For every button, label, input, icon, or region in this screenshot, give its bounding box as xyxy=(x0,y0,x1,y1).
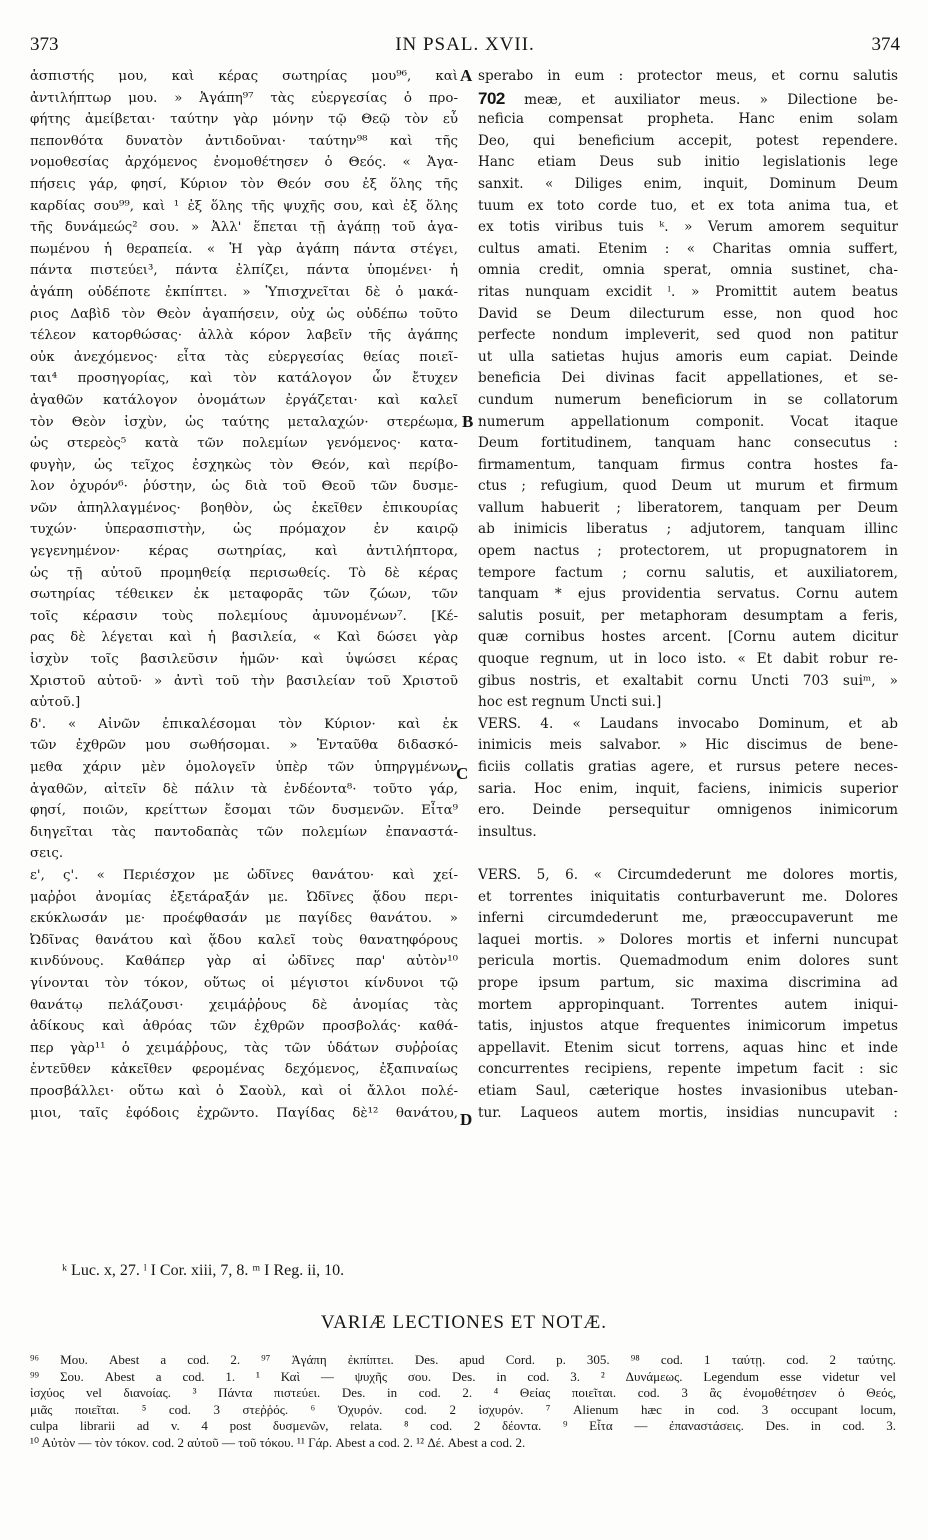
greek-text-line: ρας δὲ λέγεται καὶ ἡ βασιλεία, « Καὶ δώσει γὰρ xyxy=(30,630,458,646)
greek-text-line: προσβάλλει· οὕτω καὶ ὁ Σαοὺλ, καὶ οἱ ἄλλοι πολέ- xyxy=(30,1083,458,1099)
latin-text-line: ero. Deinde persequitur omnigenos inimicorum xyxy=(478,802,898,819)
variant-note-line: ¹⁰ Αὐτὸν — τὸν τόκον. cod. 2 αὐτοῦ — τοῦ τόκου. ¹¹ Γάρ. Abest a cod. 2. ¹² Δέ. Abest a cod. 2. xyxy=(30,1434,526,1450)
margin-letter-d: D xyxy=(460,1110,473,1129)
greek-text-line: οὐκ ἀνεχόμενος· εἶτα τὰς εὐεργεσίας θείας ποιεῖ- xyxy=(30,349,458,365)
latin-text-line: salutis posuit, per metaphoram desumptam a feris, xyxy=(478,607,898,624)
latin-text-line: beneficia Dei divinas facit appellationes, et se- xyxy=(478,370,898,387)
variant-note-line: ἰσχύος vel διανοίας. ³ Πάντα πιστεύει. Des. in cod. 2. ⁴ Θείας ποιεῖται. cod. 3 ἃς ἐνομοθέτησεν ὁ Θεός, xyxy=(30,1385,896,1400)
greek-text-line: διηγεῖται τὰς παντοδαπὰς τῶν πολεμίων ἐπαναστά- xyxy=(30,824,458,840)
latin-text-line: David se Deum dilecturum esse, non quod hoc xyxy=(478,305,898,322)
greek-text-line: τὸν Θεὸν ἰσχὺν, ὡς ταύτης μεταλαχών· στερέωμα, xyxy=(30,414,458,430)
greek-text-line: τῶν ἐχθρῶν μου σωθήσομαι. » Ἐνταῦθα διδασκό- xyxy=(30,738,458,754)
greek-text-line: λον ὀχυρόν⁶· ῥύστην, ὡς διὰ τοῦ Θεοῦ τῶν δυσμε- xyxy=(30,479,458,495)
latin-text-line: 702 meæ, et auxiliator meus. » Dilectione be- xyxy=(478,88,898,108)
greek-text-line: Χριστοῦ αὐτοῦ· » ἀντὶ τοῦ τὴν βασιλείαν τοῦ Χριστοῦ xyxy=(30,673,458,689)
greek-text-line: ἀσπιστής μου, καὶ κέρας σωτηρίας μου⁹⁶, καὶ xyxy=(30,69,458,84)
latin-text-line: sperabo in eum : protector meus, et cornu salutis xyxy=(478,68,898,84)
greek-text-line: εκύκλωσάν με· προέφθασάν με παγίδες θανάτου. » xyxy=(30,911,458,927)
greek-text-line: πωμένου ἡ θεραπεία. « Ἡ γὰρ ἀγάπη πάντα στέγει, xyxy=(30,241,458,257)
greek-text-line: σωτηρίας τέθεικεν ἐκ μεταφορᾶς τῶν ζώων, τῶν xyxy=(30,587,458,603)
greek-text-line: Ὠδῖνας θανάτου καὶ ᾅδου καλεῖ τοὺς θανατηφόρους xyxy=(30,932,458,948)
latin-text-line: tanquam * ejus providentia servatus. Cornu autem xyxy=(478,586,898,603)
variant-note-line: μιᾶς ποιεῖται. ⁵ cod. 3 στεῤῥός. ⁶ Ὀχυρόν. cod. 2 ἰσχυρόν. ⁷ Alienum hæc in cod. 3 occupant locum, xyxy=(30,1401,896,1417)
latin-text-line: Deum fortitudinem, tanquam hanc consecutus : xyxy=(478,435,898,452)
latin-text-line: appellavit. Etenim sicut torrens, aquas hinc et inde xyxy=(478,1039,898,1056)
greek-text-line: ριος Δαβὶδ τὸν Θεὸν ἀγαπήσειν, οὐχ ὡς οὐδέπω τοῦτο xyxy=(30,306,458,322)
latin-text-line: cultus amati. Etenim : « Charitas omnia suffert, xyxy=(478,240,898,257)
scripture-footnotes: ᵏ Luc. x, 27. ˡ I Cor. xiii, 7, 8. ᵐ I Reg. ii, 10. xyxy=(62,1262,345,1279)
latin-text-line: Hanc etiam Deus sub initio legislationis lege xyxy=(478,154,898,171)
greek-text-line: φήτης ἀμείβεται· ταύτην γὰρ μόνην τῷ Θεῷ τὸν εὖ xyxy=(30,112,458,128)
latin-text-line: cundum numerum beneficiorum in se collatorum xyxy=(478,391,898,408)
greek-text-line: περ γὰρ¹¹ ὁ χειμάῤῥους, τὰς τῶν ὑδάτων συῤῥοίας xyxy=(30,1040,458,1056)
latin-text-line: neficia compensat propheta. Hanc enim solam xyxy=(478,111,898,128)
page-number-right: 374 xyxy=(871,34,900,55)
latin-column xyxy=(478,66,898,1124)
latin-text-line: tatis, injustos atque frequentes inimicorum impetus xyxy=(478,1018,898,1035)
column-number: 702 xyxy=(478,88,525,108)
greek-text-line: τῆς δυνάμεώς² σου. » Ἀλλ' ἕπεται τῇ ἀγάπῃ τοῦ ἀγα- xyxy=(30,220,458,236)
greek-text-line: καρδίας σου⁹⁹, καὶ ¹ ἐξ ὅλης τῆς ψυχῆς σου, καὶ ἐξ ὅλης xyxy=(30,198,458,214)
greek-text-line: ἀγαθῶν κατάλογον ὀνομάτων ἐργάζεται· καὶ καλεῖ xyxy=(30,392,458,408)
latin-text-line: ctus ; refugium, quod Deum ut murum et firmum xyxy=(478,478,898,495)
latin-text-line: firmamentum, tanquam firmus contra hostes fa- xyxy=(478,456,898,473)
latin-text-line: etiam Saul, cæterique hostes invasionibus uteban- xyxy=(478,1082,898,1099)
greek-text-line: θανάτῳ πελάζουσι· χειμάῤῥους δὲ ἀνομίας τὰς xyxy=(30,997,458,1013)
latin-text-line: ut ulla satietas hujus amoris eum capiat. Deinde xyxy=(478,348,898,365)
latin-text-line: vallum habuerit ; liberatorem, tanquam per Deum xyxy=(478,499,898,516)
running-header xyxy=(30,34,900,58)
greek-text-line: γεγενημένον· κέρας σωτηρίας, καὶ ἀντιλήπτορα, xyxy=(30,544,458,560)
greek-text-line: ἀδίκους καὶ ἀθρόας τῶν ἐχθρῶν προσβολάς· καθά- xyxy=(30,1019,458,1035)
latin-text-line: gibus nostris, et exaltabit cornu Uncti 703 suiᵐ, » xyxy=(478,672,898,689)
latin-text-line: ab inimicis liberatus ; adjutorem, tanquam illinc xyxy=(478,521,898,538)
running-title: IN PSAL. XVII. xyxy=(395,34,535,55)
latin-text-line: ficiis collatis gratias agere, et rursus petere neces- xyxy=(478,759,898,775)
latin-text-line: opem nactus ; protectorem, ut propugnatorem in xyxy=(478,543,898,560)
latin-text-line: ritas nunquam excidit ˡ. » Promittit autem beatus xyxy=(478,283,898,300)
greek-text-line: ται⁴ προσηγορίας, καὶ τὸν κατάλογον ὧν ἔτυχεν xyxy=(30,371,458,387)
greek-text-line: τοῖς κέρασιν τοὺς πολεμίους ἀμυνομένων⁷. [Κέ- xyxy=(30,608,458,624)
greek-text-line: νομοθεσίας ἀρχόμενος ἐνομοθέτησεν ὁ Θεός. « Ἀγα- xyxy=(30,155,458,171)
greek-text-line: αὐτοῦ.] xyxy=(30,695,81,711)
latin-text-line: tuum ex toto corde tuo, et ex tota anima tua, et xyxy=(478,197,898,214)
greek-column xyxy=(30,66,458,1124)
variant-note-line: culpa librarii ad v. 4 post δυσμενῶν, relata. ⁸ cod. 2 δέοντα. ⁹ Εἶτα — ἐπαναστάσεις. Des. in cod. 3. xyxy=(30,1418,896,1433)
greek-text-line: ἀγάπη οὐδέποτε ἐκπίπτει. » Ὑπισχνεῖται δὲ ὁ μακά- xyxy=(30,284,458,300)
latin-text-line: omnia credit, omnia sperat, omnia sustinet, cha- xyxy=(478,262,898,279)
greek-text-line: πεπονθότα δυνατὸν ἀντιδοῦναι· ταύτην⁹⁸ καὶ τῆς xyxy=(30,133,458,149)
greek-text-line: τέλεον κατορθώσας· ἀλλὰ κόρον λαβεῖν τῆς ἀγάπης xyxy=(30,328,458,344)
latin-text-line: Deo, qui beneficium accepit, potest rependere. xyxy=(478,132,898,149)
variant-notes xyxy=(30,1352,896,1451)
latin-text-line: laquei mortis. » Dolores mortis et inferni nuncupat xyxy=(478,931,898,948)
latin-text-line: saria. Hoc enim, inquit, faciens, inimicis superior xyxy=(478,780,898,797)
greek-text-line: ἐντεῦθεν κἀκεῖθεν φερομένας δεχόμενος, ἐξαπιναίως xyxy=(30,1062,458,1078)
latin-text-line: numerum appellationum componit. Vocat itaque xyxy=(478,413,898,430)
greek-text-line: ἀντιλήπτωρ μου. » Ἀγάπη⁹⁷ τὰς εὐεργεσίας ὁ προ- xyxy=(30,90,458,106)
greek-text-line: μαῤῥοι ἀνομίας ἐξετάραξάν με. Ὠδῖνες ᾅδου περι- xyxy=(30,889,458,905)
page-number-left: 373 xyxy=(30,34,59,55)
greek-text-line: πάντα πιστεύει³, πάντα ἐλπίζει, πάντα ὑπομένει· ἡ xyxy=(30,263,458,279)
latin-text-line: VERS. 4. « Laudans invocabo Dominum, et ab xyxy=(478,715,898,732)
greek-text-line: φησί, ποιῶν, κρείττων ἔσομαι τῶν δυσμενῶν. Εἶτα⁹ xyxy=(30,803,458,819)
greek-text-line: γίνονται τὸν τόκον, οὕτως οἱ μέγιστοι κίνδυνοι τῷ xyxy=(30,975,458,991)
latin-text-line xyxy=(478,843,898,865)
greek-text-line: ε', ς'. « Περιέσχον με ὠδῖνες θανάτου· καὶ χεί- xyxy=(30,867,458,883)
latin-text-line: inferni circumdederunt me, præoccupaverunt me xyxy=(478,910,898,927)
latin-text-line: pericula mortis. Quemadmodum enim dolores sunt xyxy=(478,953,898,970)
greek-text-line: τυχών· ὑπερασπιστὴν, ὡς πρόμαχον ἐν καιρῷ xyxy=(30,522,458,538)
latin-text-line: concurrentes recipiens, repente impetum facit : sic xyxy=(478,1061,898,1078)
greek-text-line: φυγὴν, ὡς τεῖχος ἐσχηκὼς τὸν Θεόν, καὶ περίβο- xyxy=(30,457,458,473)
latin-text-line: mortem appropinquant. Torrentes autem iniqui- xyxy=(478,996,898,1013)
latin-text-line: VERS. 5, 6. « Circumdederunt me dolores mortis, xyxy=(478,866,898,883)
latin-text-line: hoc est regnum Uncti sui.] xyxy=(478,694,662,711)
latin-text-line: prope ipsum partum, sic maxima discrimina ad xyxy=(478,974,898,991)
variant-note-line: ⁹⁶ Μου. Abest a cod. 2. ⁹⁷ Ἀγάπη ἐκπίπτει. Des. apud Cord. p. 305. ⁹⁸ cod. 1 ταύτῃ. cod. 2 ταύτης. xyxy=(30,1352,896,1367)
variant-note-line: ⁹⁹ Σου. Abest a cod. 1. ¹ Καὶ — ψυχῆς σου. Des. in cod. 3. ² Δυνάμεως. Legendum esse videtur vel xyxy=(30,1368,896,1384)
margin-letter-c: C xyxy=(456,764,469,783)
latin-text-line: et torrentes iniquitatis conturbaverunt me. Dolores xyxy=(478,888,898,905)
greek-text-line: σεις. xyxy=(30,846,64,862)
variae-lectiones-heading: VARIÆ LECTIONES ET NOTÆ. xyxy=(320,1312,608,1333)
latin-text-line: insultus. xyxy=(478,823,537,840)
latin-text-line: sanxit. « Diliges enim, inquit, Dominum Deum xyxy=(478,175,898,192)
latin-text-line: perfecte nondum impleverit, sed quod non patitur xyxy=(478,327,898,344)
greek-text-line: μιοι, ταῖς ἐφόδοις ἐχρῶντο. Παγίδας δὲ¹² θανάτου, xyxy=(30,1105,458,1121)
latin-text-line: inimicis meis salvabor. » Hic discimus de bene- xyxy=(478,737,898,754)
latin-text-line: tempore factum ; cornu salutis, et auxiliatorem, xyxy=(478,564,898,581)
greek-text-line: ἰσχὺν τοῖς βασιλεῦσιν ἡμῶν· καὶ ὑψώσει κέρας xyxy=(30,652,458,668)
margin-letter-b: B xyxy=(462,412,474,431)
margin-letter-a: A xyxy=(460,66,473,85)
greek-text-line: μεθα χάριν μὲν ὁμολογεῖν ὑπὲρ τῶν ὑπηργμένων xyxy=(30,760,458,775)
greek-text-line: ὡς τῇ αὐτοῦ προμηθείᾳ περισωθείς. Τὸ δὲ κέρας xyxy=(30,565,458,581)
greek-text-line: νῶν ἀπηλλαγμένος· βοηθὸν, ὡς ἐκεῖθεν ἐπικουρίας xyxy=(30,500,458,516)
greek-text-line: ἀγαθῶν, αἰτεῖν δὲ πάλιν τὰ ἐνδέοντα⁸· τοῦτο γάρ, xyxy=(30,781,458,797)
latin-text-line: quæ cornibus hostes arcent. [Cornu autem dicitur xyxy=(478,629,898,646)
latin-text-line: ex totis viribus tuis ᵏ. » Verum amorem sequitur xyxy=(478,219,898,236)
latin-text-line: quoque regnum, ut in loco isto. « Et dabit robur re- xyxy=(478,651,898,668)
latin-text-line: tur. Laqueos autem mortis, insidias nuncupavit : xyxy=(478,1104,898,1121)
greek-text-line: κινδύνους. Καθάπερ γὰρ αἱ ὠδῖνες παρ' αὐτὸν¹⁰ xyxy=(30,954,458,970)
greek-text-line: δ'. « Αἰνῶν ἐπικαλέσομαι τὸν Κύριον· καὶ ἐκ xyxy=(30,716,458,732)
greek-text-line: πήσεις γάρ, φησί, Κύριον τὸν Θεόν σου ἐξ ὅλης τῆς xyxy=(30,176,458,192)
greek-text-line: ὡς στερεὸς⁵ κατὰ τῶν πολεμίων γενόμενος· κατα- xyxy=(30,436,458,452)
